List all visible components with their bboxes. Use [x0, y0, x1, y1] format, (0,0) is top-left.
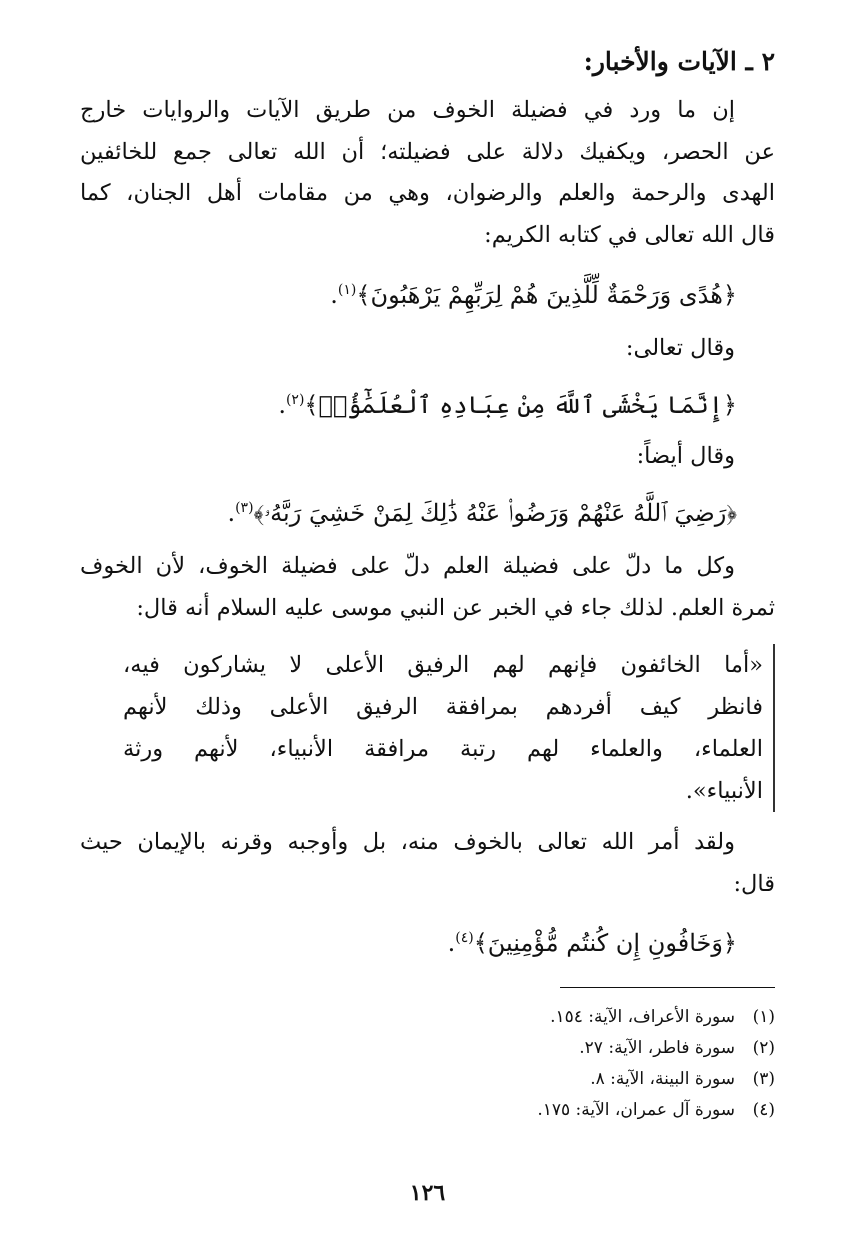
footnote-text: سورة آل عمران، الآية: ١٧٥.: [537, 1100, 735, 1120]
footnote-item: [537, 1033, 775, 1064]
quote-line: العلماء، والعلماء لهم رتبة مرافقة الأنبياء، لأنهم ورثة: [123, 736, 763, 762]
verse-text: ﴿إِنَّمَا يَخْشَى ٱللَّهَ مِنْ عِبَادِهِ ٱلْعُلَمَٰٓؤُا۟﴾: [304, 391, 737, 419]
verse-end: .: [227, 499, 236, 527]
footnote-item: [537, 1095, 775, 1126]
verse-end: .: [278, 391, 286, 419]
said-also-paragraph: [80, 436, 775, 478]
quote-line: فانظر كيف أفردهم بمرافقة الرفيق الأعلى وذلك لأنهم: [123, 694, 763, 720]
verse-end: .: [447, 929, 456, 957]
said-also-text: وقال أيضاً:: [636, 443, 735, 469]
command-paragraph: [80, 822, 775, 905]
verse-text: ﴿رَضِيَ ٱللَّهُ عَنْهُمْ وَرَضُوا۟ عَنْهُ ذَٰلِكَ لِمَنْ خَشِيَ رَبَّهُۥ﴾: [253, 499, 737, 527]
knowledge-line: وكل ما دلّ على فضيلة العلم دلّ على فضيلة الخوف، لأن الخوف: [80, 553, 735, 579]
section-title: ٢ ـ الآيات والأخبار:: [583, 47, 775, 76]
said-exalted-paragraph: [80, 328, 775, 370]
footnote-marker: (٤): [455, 930, 474, 946]
footnote-text: سورة الأعراف، الآية: ١٥٤.: [550, 1007, 735, 1027]
intro-paragraph: [80, 90, 775, 256]
verse-end: .: [330, 281, 338, 309]
footnote-marker: (٣): [235, 500, 254, 516]
knowledge-line: ثمرة العلم. لذلك جاء في الخبر عن النبي موسى عليه السلام أنه قال:: [136, 594, 775, 621]
quran-verse: [448, 918, 737, 963]
footnote-number: (١): [752, 1007, 775, 1027]
command-line: قال:: [733, 870, 775, 897]
command-line: ولقد أمر الله تعالى بالخوف منه، بل وأوجبه وقرنه بالإيمان حيث: [80, 829, 735, 855]
footnote-text: سورة البينة، الآية: ٨.: [590, 1069, 735, 1089]
knowledge-paragraph: [80, 546, 775, 629]
footnote-number: (٣): [752, 1069, 775, 1089]
intro-line: عن الحصر، ويكفيك دلالة على فضيلته؛ أن الله تعالى جمع للخائفين: [80, 138, 775, 165]
quran-verse: [278, 380, 737, 425]
intro-line: الهدى والرحمة والعلم والرضوان، وهي من مقامات أهل الجنان، كما: [80, 180, 775, 206]
footnote-number: (٢): [752, 1038, 775, 1058]
footnote-divider: [560, 987, 775, 988]
intro-line: إن ما ورد في فضيلة الخوف من طريق الآيات والروايات خارج: [80, 97, 735, 123]
footnote-marker: (١): [337, 282, 357, 298]
quote-line: الأنبياء».: [685, 778, 763, 804]
verse-text: ﴿وَخَافُونِ إِن كُنتُم مُّؤْمِنِينَ﴾: [473, 929, 737, 957]
footnote-text: سورة فاطر، الآية: ٢٧.: [579, 1038, 735, 1058]
said-exalted-text: وقال تعالى:: [625, 335, 735, 361]
quran-verse: [227, 488, 737, 533]
footnotes: [537, 1002, 775, 1126]
book-page: [80, 40, 775, 1220]
footnote-marker: (٢): [285, 392, 305, 408]
quote-line: «أما الخائفون فإنهم لهم الرفيق الأعلى لا يشاركون فيه،: [123, 652, 763, 678]
footnote-number: (٤): [752, 1100, 775, 1120]
quoted-narration: [123, 644, 775, 812]
intro-line: قال الله تعالى في كتابه الكريم:: [484, 221, 775, 248]
quran-verse: [330, 270, 737, 315]
footnote-item: [537, 1002, 775, 1033]
verse-text: ﴿هُدًى وَرَحْمَةٌ لِّلَّذِينَ هُمْ لِرَبِّهِمْ يَرْهَبُونَ﴾: [356, 281, 737, 309]
footnote-item: [537, 1064, 775, 1095]
page-number: ١٢٦: [409, 1180, 446, 1206]
